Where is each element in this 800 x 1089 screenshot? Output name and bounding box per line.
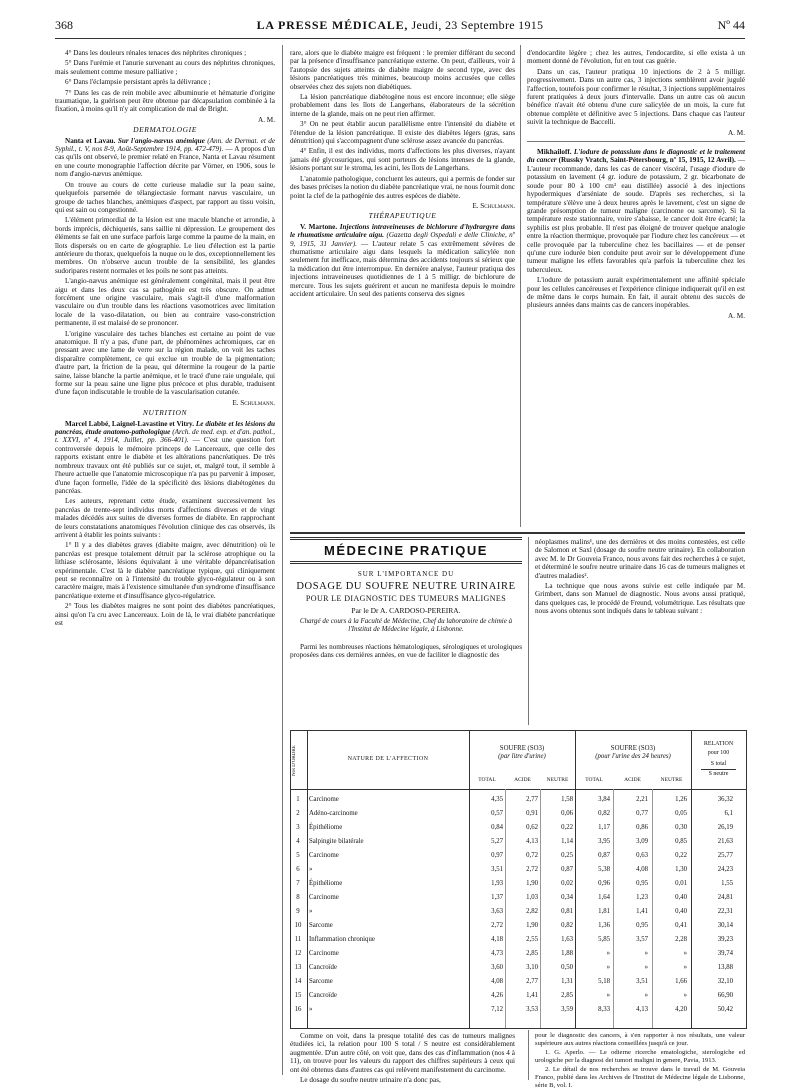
table-cell-r: 50,42 — [717, 1006, 733, 1013]
table-cell-nature: Carcinome — [309, 852, 339, 859]
table-cell-a2: 4,08 — [636, 866, 648, 873]
table-cell-nature: Épithéliome — [309, 824, 343, 831]
table-cell-t1: 0,57 — [491, 810, 503, 817]
header-total: TOTAL — [478, 777, 496, 783]
article-paragraph: L'élément primordial de la lésion est une macule blanche et arrondie, à bords imprécis, déchiquetés, sans saillie ni dépression. Le groupement des éléments se fait en une surface parfois large comme la paume de la main, en îlots dispersés ou en carte de géographie. Le lieu d'élection est la partie antérieure du thorax, quelquefois la nuque ou le dos, exceptionnellement les membres. On n'observe aucun trouble de la sensibilité, les glandes sudoripares restent normales et les poils ne sont pas atteints. — [55, 216, 275, 275]
article-paragraph — [55, 420, 275, 496]
signature: E. Schulmann. — [232, 398, 275, 407]
article-paragraph: pour le diagnostic des cancers, à s'en rapporter à nos résultats, une valeur supérieure aux autres réactions conseillées jusqu'à ce jour. — [535, 1032, 745, 1047]
header-relation-numerator: S total — [701, 761, 736, 770]
table-cell-t1: 3,51 — [491, 866, 503, 873]
article-paragraph: d'endocardite légère ; chez les autres, l'endocardite, si elle exista à un moment donné de l'évolution, fut en tout cas guérie. — [527, 49, 745, 66]
header-relation-sub: pour 100 — [707, 750, 730, 756]
table-row — [291, 1005, 746, 1015]
article-paragraph: rare, alors que le diabète maigre est fréquent : le premier différant du second par la présence d'insuffisance pancréatique externe. On peut, d'ailleurs, voir à l'autopsie des sujets atteints de diabète maigre de second type, avec des lésions pancréatiques très minimes, beaucoup moins accusées que celles observées chez des sujets non diabétiques. — [290, 49, 515, 91]
footnote: 2. Le détail de nos recherches se trouve dans le travail de M. Gouveia Franco, publié dans les Archives de l'Institut de Médecine légale de Lisbonne, série B, vol. I. — [535, 1066, 745, 1089]
article-paragraph: Le dosage du soufre neutre urinaire n'a donc pas, — [300, 1076, 441, 1085]
article-author: Nanta et Lavau. — [65, 136, 116, 145]
table-cell-nature: Sarcome — [309, 922, 333, 929]
page-header — [55, 18, 745, 39]
table-cell-nature: Carcinome — [309, 950, 339, 957]
article-paragraph: néoplasmes malins¹, une des dernières et des moins contestées, est celle de Salomon et Saxl (dosage du soufre neutre urinaire). En collaboration avec M. le Dr Gouveia Franco, nous avons fait des recherches à ce sujet, et déterminé le soufre neutre urinaire dans 16 cas de tumeurs malignes et d'autres maladies². — [535, 538, 745, 580]
header-soufre-24h-sub: (pour l'urine des 24 heures) — [595, 753, 671, 760]
header-soufre-24h: SOUFRE (SO3) — [610, 745, 656, 752]
table-cell-n: 11 — [294, 936, 302, 943]
table-row — [291, 991, 746, 1001]
table-cell-n: 6 — [296, 866, 300, 873]
article-paragraph: 3° On ne peut établir aucun parallélisme entre l'intensité du diabète et l'étendue de la lésion pancréatique. Il existe des diabètes légers (gras, sans dénutrition) qui s'accompagnent d'une sclérose assez avancée du pancréas. — [290, 120, 515, 146]
table-cell-t2: 5,38 — [598, 866, 610, 873]
table-row — [291, 879, 746, 889]
article-author: Marcel Labbé, Laignel-Lavastine et Vitry. — [65, 419, 195, 428]
table-row — [291, 837, 746, 847]
header-number: Nos D'ORDRE — [292, 745, 297, 777]
table-cell-n2: 1,66 — [675, 978, 687, 985]
article-paragraph: On trouve au cours de cette curieuse maladie sur la peau saine, quelquefois parsemée de télangiectasie formant nævus vasculaire, un groupe de taches blanches, anémiques d'aspect, par rapport au tissu voisin, qui est sain ou congestionné. — [55, 180, 275, 214]
table-cell-n1: 1,63 — [561, 936, 573, 943]
table-cell-r: 66,90 — [717, 992, 733, 999]
article-title: Sur l'angio-nævus anémique — [117, 136, 205, 145]
section-heading: NUTRITION — [142, 408, 188, 418]
table-cell-r: 39,74 — [717, 950, 733, 957]
header-neutre: NEUTRE — [660, 777, 683, 783]
table-cell-a1: 2,55 — [526, 936, 538, 943]
table-cell-r: 30,14 — [717, 922, 733, 929]
table-cell-nature: Sarcome — [309, 978, 333, 985]
article-paragraph: La lésion pancréatique diabétogène nous est encore inconnue; elle siège probablement dans les îlots de Langerhans, élaborateurs de la sécrétion interne de la glande, mais on ne peut rien affirmer. — [290, 93, 515, 118]
table-cell-n2: 4,20 — [675, 1006, 687, 1013]
article-title: L'iodure de potassium dans le diagnostic et le traitement du cancer — [527, 148, 745, 165]
medecine-pratique-banner: MÉDECINE PRATIQUE — [290, 537, 522, 564]
article-headline: DOSAGE DU SOUFRE NEUTRE URINAIRE — [296, 581, 516, 592]
table-cell-n2: 2,28 — [675, 936, 687, 943]
results-table — [290, 730, 747, 1029]
column-right — [527, 49, 745, 527]
table-cell-a2: » — [644, 950, 648, 957]
article-text: — L'auteur relate 5 cas extrêmement sévères de rhumatisme articulaire aigu dans lesquels la médication salicylée non seulement fut inefficace, mais détermina des accidents toujours si sérieux que la médication dut être interrompue. En dernière analyse, l'auteur pratiqua des injections intraveineuses quotidiennes de 1 à 5 milligr. de bichlorure de mercure. Tous les sujets guérirent et aucun ne manifesta depuis le moindre accident articulaire. Un seul des patients conserva des signes — [290, 239, 516, 298]
article-paragraph: 4° Enfin, il est des individus, morts d'affections les plus diverses, n'ayant jamais été glycosuriques, qui sont porteurs de lésions intenses de la glande, lésions portant sur le stroma, les acini, les îlots de Langerhans. — [290, 147, 515, 173]
table-cell-n1: 0,06 — [561, 810, 573, 817]
table-cell-nature: Adéno-carcinome — [309, 810, 358, 817]
table-cell-a1: 0,62 — [526, 824, 538, 831]
table-cell-a2: 0,95 — [636, 922, 648, 929]
table-cell-t1: 1,37 — [491, 894, 503, 901]
header-total: TOTAL — [585, 777, 603, 783]
table-row — [291, 921, 746, 931]
table-cell-r: 21,63 — [717, 838, 733, 845]
table-cell-a1: 0,91 — [526, 810, 538, 817]
table-cell-n2: 0,40 — [675, 908, 687, 915]
article-paragraph: 2° Tous les diabètes maigres ne sont point des diabètes pancréatiques, ainsi qu'on l'a cru avec Lancereaux. Loin de là, le vrai diabète pancréatique est — [55, 602, 275, 627]
article-title: Le diabète et les lésions du pancréas, étude anatomo-pathologique — [55, 419, 275, 437]
table-cell-nature: Salpingite bilatérale — [309, 838, 364, 845]
table-cell-a2: 2,21 — [636, 796, 648, 803]
column-middle — [290, 49, 515, 527]
signature: A. M. — [258, 115, 275, 124]
table-cell-t2: 3,84 — [598, 796, 610, 803]
article-reference: (Russky Vratch, Saint-Pétersbourg, nº 15, 1915, 12 Avril). — [558, 156, 736, 165]
table-cell-t1: 4,08 — [491, 978, 503, 985]
table-cell-r: 24,23 — [717, 866, 733, 873]
table-cell-r: 36,32 — [717, 796, 733, 803]
list-item: 4° Dans les douleurs rénales tenaces des néphrites chroniques ; — [65, 49, 247, 57]
table-cell-n1: 0,81 — [561, 908, 573, 915]
table-cell-a1: 2,82 — [526, 908, 538, 915]
header-acide: ACIDE — [514, 777, 531, 783]
table-row — [291, 949, 746, 959]
table-cell-r: 1,55 — [721, 880, 733, 887]
table-cell-n: 4 — [296, 838, 300, 845]
table-cell-a2: 0,86 — [636, 824, 648, 831]
table-cell-r: 39,23 — [717, 936, 733, 943]
table-cell-r: 26,19 — [717, 824, 733, 831]
table-cell-n: 14 — [294, 978, 302, 985]
table-cell-n: 9 — [296, 908, 300, 915]
table-cell-n1: 0,87 — [561, 866, 573, 873]
table-cell-n1: 0,82 — [561, 922, 573, 929]
table-cell-a1: 1,03 — [526, 894, 538, 901]
table-cell-n1: 1,88 — [561, 950, 573, 957]
list-item: 7° Dans les cas de rein mobile avec albuminurie et hématurie d'origine traumatique, la guérison peut être obtenue par décapsulation combinée à la fixation, à moins qu'il n'y ait complication de mal de Bright. — [55, 88, 275, 114]
table-row — [291, 809, 746, 819]
article-paragraph: La technique que nous avons suivie est celle indiquée par M. Grimbert, dans son Manuel de diagnostic. Nous avons aussi pratiqué, dans quelques cas, le procédé de Freund, volumétrique. Les résultats que nous avons obtenus sont indiqués dans le tableau suivant : — [535, 582, 745, 616]
table-row — [291, 851, 746, 861]
signature: A. M. — [728, 128, 745, 137]
table-cell-n2: » — [683, 964, 687, 971]
column-divider — [528, 1030, 529, 1080]
table-cell-a2: 0,95 — [636, 880, 648, 887]
table-cell-a1: 2,85 — [526, 950, 538, 957]
table-cell-t2: 0,82 — [598, 810, 610, 817]
table-cell-t2: 5,18 — [598, 978, 610, 985]
article-paragraph: 1° Il y a des diabètes graves (diabète maigre, avec dénutrition) où le pancréas est presque totalement détruit par la sclérose atrophique ou la lithiase sclérosante, lésions équivalant à une véritable dépancréatisation expérimentale. C'est là le diabète pancréatique typique, qui cliniquement peut se reconnaître on à l'intensité du trouble glyco-régulateur ou à son caractère maigre, mais à l'existence simultanée d'un syndrome d'insuffisance pancréatique externe et d'insuffisance glyco-régulatrice. — [55, 541, 275, 600]
table-cell-a1: 1,90 — [526, 922, 538, 929]
table-cell-t2: 0,96 — [598, 880, 610, 887]
table-cell-nature: » — [309, 1006, 313, 1013]
table-cell-t1: 4,18 — [491, 936, 503, 943]
table-cell-r: 32,10 — [717, 978, 733, 985]
table-cell-t1: 4,26 — [491, 992, 503, 999]
table-cell-t2: 1,64 — [598, 894, 610, 901]
bottom-right-text — [535, 1032, 745, 1089]
table-cell-t1: 3,60 — [491, 964, 503, 971]
table-cell-n1: 0,50 — [561, 964, 573, 971]
table-cell-n2: 0,01 — [675, 880, 687, 887]
table-cell-n: 13 — [294, 964, 302, 971]
section-rule — [290, 532, 745, 534]
table-cell-n: 2 — [296, 810, 300, 817]
table-cell-n1: 0,25 — [561, 852, 573, 859]
article-text: — A propos d'un cas qu'ils ont observé, le premier relaté en France, Nanta et Lavau résument en une courte monographie l'affection décrite par Vörner, en 1906, sous le nom d'angio-nævus anémique. — [55, 145, 276, 179]
list-item: 6° Dans l'éclampsie persistant après la délivrance ; — [65, 78, 211, 87]
table-cell-t1: 1,93 — [491, 880, 503, 887]
table-cell-nature: Épithéliome — [309, 880, 343, 887]
article-paragraph: L'iodure de potassium aurait expérimentalement une affinité spéciale pour les cellules cancéreuses et l'expérience clinique indiquerait qu'il en est de même dans le corps humain. En fait, il aurait obtenu des succès de plusieurs années dans maints cas de cancers inopérables. — [527, 276, 745, 310]
medecine-right-column — [535, 538, 745, 728]
table-cell-t1: 0,84 — [491, 824, 503, 831]
table-cell-t1: 0,97 — [491, 852, 503, 859]
table-row — [291, 795, 746, 805]
signature: E. Schulmann. — [472, 201, 515, 210]
header-acide: ACIDE — [624, 777, 641, 783]
table-cell-n2: » — [683, 992, 687, 999]
footnote: 1. G. Aperlo. — Le odierne ricerche ematologiche, sierologiche ed urologiche per la diagnosi dei tumori maligni in genere, Pavia, 1913. — [535, 1049, 745, 1064]
table-cell-n2: » — [683, 950, 687, 957]
table-cell-a1: 4,13 — [526, 838, 538, 845]
article-paragraph: Dans un cas, l'auteur pratiqua 10 injections de 2 à 5 milligr. progressivement. Dans un autre cas, 3 injections semblèrent avoir jugulé l'affection, toutefois pour confirmer le résultat, 3 injections supplémentaires furent pratiquées à deux jours d'intervalle. Dans un autre cas où aucun bénéfice n'avait été obtenu d'une cure salicylée de un mois, la cure fut obtenue complète et définitive avec 5 injections. Dans chaque cas l'auteur suivit la technique de Baccelli. — [527, 67, 745, 127]
table-cell-t2: » — [606, 964, 610, 971]
table-cell-n1: 3,59 — [561, 1006, 573, 1013]
table-cell-a1: 3,10 — [526, 964, 538, 971]
article-paragraph: L'origine vasculaire des taches blanches est certaine au point de vue anatomique. Il n'y a pas, d'une part, de phénomènes achromiques, car en pressant avec une lame de verre sur la région malade, on voit les taches disparaître complètement, ce qui exclue un trouble de la pigmentation; d'autre part, la friction de la peau, qui détermine la rougeur de la partie saine, laisse blanche la partie anémique, et le tracé d'une raie unguéale, qui forme sur la peau saine une ligne plus précoce et plus durable, traduisent d'une façon indiscutable le trouble de la vascularisation cutanée. — [55, 329, 275, 397]
table-cell-t2: 1,81 — [598, 908, 610, 915]
table-cell-t1: 3,63 — [491, 908, 503, 915]
journal-title — [55, 18, 745, 33]
table-cell-r: 25,77 — [717, 852, 733, 859]
table-cell-r: 6,1 — [724, 810, 733, 817]
article-subheadline: POUR LE DIAGNOSTIC DES TUMEURS MALIGNES — [305, 594, 507, 603]
table-cell-t2: 5,85 — [598, 936, 610, 943]
page-number: 368 — [55, 18, 73, 32]
table-cell-n1: 1,58 — [561, 796, 573, 803]
table-cell-a2: 1,41 — [636, 908, 648, 915]
table-cell-n1: 0,02 — [561, 880, 573, 887]
article-subheading: SUR L'IMPORTANCE DU — [357, 570, 455, 578]
table-cell-nature: Carcinome — [309, 796, 339, 803]
table-cell-a1: 3,53 — [526, 1006, 538, 1013]
table-cell-n2: 1,26 — [675, 796, 687, 803]
table-cell-r: 13,88 — [717, 964, 733, 971]
table-cell-n2: 0,41 — [675, 922, 687, 929]
table-cell-n1: 0,22 — [561, 824, 573, 831]
article-author: Mikhailoff. — [537, 148, 572, 157]
table-cell-t1: 2,72 — [491, 922, 503, 929]
table-cell-n2: 0,40 — [675, 894, 687, 901]
article-paragraph — [290, 223, 515, 299]
section-heading: DERMATOLOGIE — [133, 125, 197, 135]
table-cell-a2: 4,13 — [636, 1006, 648, 1013]
table-cell-a1: 2,77 — [526, 796, 538, 803]
table-cell-nature: Carcinome — [309, 894, 339, 901]
article-paragraph: Comme on voit, dans la presque totalité des cas de tumeurs malignes étudiées ici, la relation pour 100 S total / S neutre est considérablement augmentée. D'un autre côté, on voit que, dans des cas d'inflammation (nos 4 à 11), on trouve pour les valeurs du rapport des chiffres supérieurs à ceux qui ont été obtenus dans d'autres cas qui relèvent manifestement du carcinome. — [290, 1032, 515, 1074]
table-cell-t2: 1,36 — [598, 922, 610, 929]
table-cell-nature: Cancroïde — [309, 992, 337, 999]
table-row — [291, 907, 746, 917]
table-cell-n: 5 — [296, 852, 300, 859]
table-cell-n1: 1,31 — [561, 978, 573, 985]
table-cell-n2: 0,30 — [675, 824, 687, 831]
article-text: — L'auteur recommande, dans les cas de cancer viscéral, l'usage d'iodure de potassium en lavement (4 gr. iodure de potassium, 2 gr. bicarbonate de soude pour 80 à 100 cm³ eau distillée) associé à des injections hypodermiques d'arséniate de soude. D'après ses recherches, si la température s'élève une à deux heures après le lavement, c'est un signe de grande présomption de tumeur maligne (carcinome ou sarcome). Si la température reste stationnaire, voire s'abaisse, le cancer doit être écarté; la syphilis est plus probable. Il n'est pas éloigné de trouver quelque analogie entre la réaction thermique, provoquée par l'iodure chez les cancéreux — et celle provoquée par la tuberculine chez les bacillaires — et de penser qu'une cure iodurée bien conduite peut avoir sur le développement d'une tumeur maligne les effets favorables qu'a parfois la tuberculine chez les tuberculeux. — [527, 156, 745, 274]
table-cell-r: 22,31 — [717, 908, 733, 915]
table-cell-a2: » — [644, 992, 648, 999]
article-reference: (Gazetta degli Ospedali e delle Cliniche, nº 9, 1915, 31 Janvier). — [290, 231, 515, 248]
header-nature: NATURE DE L'AFFECTION — [347, 756, 429, 762]
table-row — [291, 823, 746, 833]
article-paragraph: L'angio-nævus anémique est généralement congénital, mais il peut être aigu et dans les deux cas sa pathogénie est très obscure. On admet forcément une origine vasculaire, mais s'agit-il d'une malformation vasculaire ou d'un trouble dans les réactions vasomotrices avec limitation locale de la vaso-dilatation, ou bien au contraire vaso-constriction permanente, il est malaisé de se prononcer. — [55, 277, 275, 328]
list-item: 5° Dans l'urémie et l'anurie survenant au cours des néphrites chroniques, mais seulement comme mesure palliative ; — [55, 59, 275, 76]
article-title: Injections intraveineuses de bichlorure d'hydrargyre dans le rhumatisme articulaire aigu. — [290, 222, 516, 240]
article-author: V. Martone. — [300, 222, 338, 231]
table-row — [291, 977, 746, 987]
article-paragraph: L'anatomie pathologique, concluent les auteurs, qui a permis de fonder sur des bases précises la notion du diabète pancréatique vrai, ne nous fournit donc point la clef de la pathogénie des autres espèces de diabète. — [290, 174, 515, 200]
column-divider — [520, 45, 521, 527]
article-divider — [527, 141, 745, 142]
column-left — [55, 49, 275, 1079]
column-divider — [528, 537, 529, 725]
article-paragraph: Les auteurs, reprenant cette étude, examinent successivement les pancréas de trente-sept individus morts d'affections diverses et de vingt malades décédés aux suites de diverses formes de diabète. En rapprochant de leurs constatations anatomiques l'évolution clinique des cas observés, ils arrivent à établir les points suivants : — [55, 497, 275, 539]
table-cell-a2: 0,77 — [636, 810, 648, 817]
table-cell-t2: 1,17 — [598, 824, 610, 831]
table-cell-a2: 1,23 — [636, 894, 648, 901]
table-cell-n1: 0,34 — [561, 894, 573, 901]
table-cell-a2: » — [644, 964, 648, 971]
table-cell-t1: 7,12 — [491, 1006, 503, 1013]
article-paragraph — [55, 137, 275, 179]
table-row — [291, 893, 746, 903]
column-divider — [282, 45, 283, 1075]
header-soufre-litre-sub: (par litre d'urine) — [498, 753, 546, 760]
table-cell-t2: 8,33 — [598, 1006, 610, 1013]
article-paragraph — [527, 148, 745, 274]
table-cell-n1: 2,85 — [561, 992, 573, 999]
table-cell-a2: 0,63 — [636, 852, 648, 859]
table-cell-t2: » — [606, 992, 610, 999]
table-cell-t1: 5,27 — [491, 838, 503, 845]
table-cell-n: 15 — [294, 992, 302, 999]
table-cell-nature: » — [309, 866, 313, 873]
table-cell-nature: Cancroïde — [309, 964, 337, 971]
table-cell-nature: Inflammation chronique — [309, 936, 375, 943]
article-intro: Parmi les nombreuses réactions hématologiques, sérologiques et urologiques proposées dans ces dernières années, en vue de faciliter le diagnostic des — [290, 643, 522, 660]
table-cell-a1: 0,72 — [526, 852, 538, 859]
table-cell-n2: 0,22 — [675, 852, 687, 859]
table-cell-n2: 1,30 — [675, 866, 687, 873]
table-cell-a2: 3,57 — [636, 936, 648, 943]
article-text: — C'est une question fort controversée depuis le mémoire princeps de Lancereaux, que celle des rapports existant entre le diabète et les altérations pancréatiques. De très nombreux travaux ont été publiés sur ce sujet, et, malgré tout, il semble à l'heure actuelle que l'anatomie microscopique n'a pas pu parvenir à imposer, d'une façon formelle, l'idée de la spécificité des lésions diabétogènes du pancréas. — [55, 436, 275, 495]
header-neutre: NEUTRE — [546, 777, 569, 783]
journal-name: LA PRESSE MÉDICALE, — [256, 18, 409, 32]
table-cell-n1: 1,14 — [561, 838, 573, 845]
table-cell-t1: 4,35 — [491, 796, 503, 803]
signature: A. M. — [728, 311, 745, 320]
article-byline: Par le Dr A. CARDOSO-PEREIRA. — [351, 606, 461, 615]
bottom-left-text — [290, 1032, 515, 1085]
table-cell-n: 1 — [296, 796, 300, 803]
table-cell-a2: 3,09 — [636, 838, 648, 845]
table-cell-a1: 2,77 — [526, 978, 538, 985]
table-cell-r: 24,81 — [717, 894, 733, 901]
table-cell-a1: 2,72 — [526, 866, 538, 873]
article-reference: (Ann. de Dermat. et de Syphil., t. V, nos 8-9, Août-Septembre 1914, pp. 472-479). — [55, 136, 276, 154]
table-cell-n2: 0,85 — [675, 838, 687, 845]
table-row — [291, 963, 746, 973]
header-soufre-litre: SOUFRE (SO3) — [499, 745, 545, 752]
table-cell-a1: 1,90 — [526, 880, 538, 887]
table-cell-n: 3 — [296, 824, 300, 831]
issue-date: Jeudi, 23 Septembre 1915 — [411, 18, 544, 32]
table-cell-n: 10 — [294, 922, 302, 929]
table-cell-t1: 4,73 — [491, 950, 503, 957]
table-cell-n: 8 — [296, 894, 300, 901]
table-cell-nature: » — [309, 908, 313, 915]
table-cell-n2: 0,05 — [675, 810, 687, 817]
issue-number: Nº 44 — [717, 18, 745, 32]
section-heading: THÉRAPEUTIQUE — [368, 211, 437, 221]
table-cell-t2: 0,87 — [598, 852, 610, 859]
table-cell-t2: 3,95 — [598, 838, 610, 845]
header-relation: RELATION — [703, 741, 734, 747]
table-row — [291, 865, 746, 875]
table-cell-n: 16 — [294, 1006, 302, 1013]
table-row — [291, 935, 746, 945]
table-cell-t2: » — [606, 950, 610, 957]
table-cell-n: 12 — [294, 950, 302, 957]
table-cell-n: 7 — [296, 880, 300, 887]
article-reference: (Arch. de med. exp. et d'an. pathol., t. XXVI, nº 4, 1914, Juillet, pp. 366-401). — [55, 428, 275, 445]
header-relation-denominator: S neutre — [708, 771, 729, 777]
table-cell-a1: 1,41 — [526, 992, 538, 999]
table-cell-a2: 3,51 — [636, 978, 648, 985]
medecine-pratique-block — [290, 537, 522, 660]
author-affiliation: Chargé de cours à la Faculté de Médecine, Chef du laboratoire de chimie à l'Institut de Médecine légale, à Lisbonne. — [299, 617, 513, 633]
